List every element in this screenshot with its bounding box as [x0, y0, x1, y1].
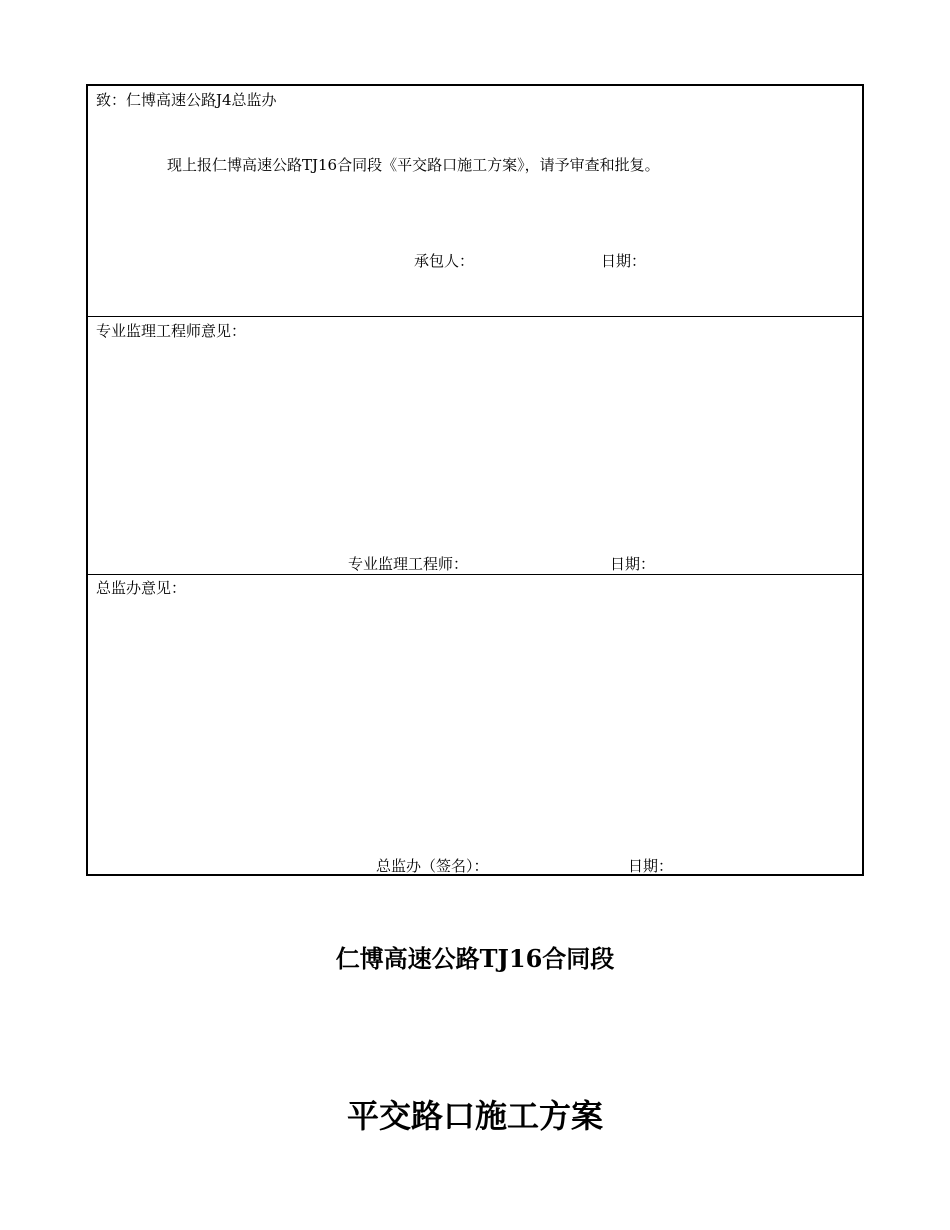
supervision-opinion-heading: 总监办意见： [96, 579, 187, 597]
engineer-opinion-heading: 专业监理工程师意见： [96, 322, 247, 340]
contractor-label: 承包人： [414, 252, 475, 270]
engineer-signer-label: 专业监理工程师： [348, 555, 469, 573]
submission-body-text: 现上报仁博高速公路TJ16合同段《平交路口施工方案》，请予审查和批复。 [167, 156, 660, 174]
project-title: 仁博高速公路TJ16合同段 [335, 944, 615, 973]
submission-date-label: 日期： [601, 252, 647, 270]
supervision-date-label: 日期： [628, 857, 674, 875]
submission-section [88, 86, 862, 317]
document-title: 平交路口施工方案 [346, 1097, 603, 1135]
supervision-signer-label: 总监办（签名）： [376, 857, 489, 875]
approval-form-table [86, 84, 864, 876]
supervision-opinion-section [88, 575, 862, 876]
engineer-date-label: 日期： [610, 555, 656, 573]
engineer-opinion-section [88, 317, 862, 575]
addressee-text: 致：仁博高速公路J4总监办 [96, 91, 277, 109]
